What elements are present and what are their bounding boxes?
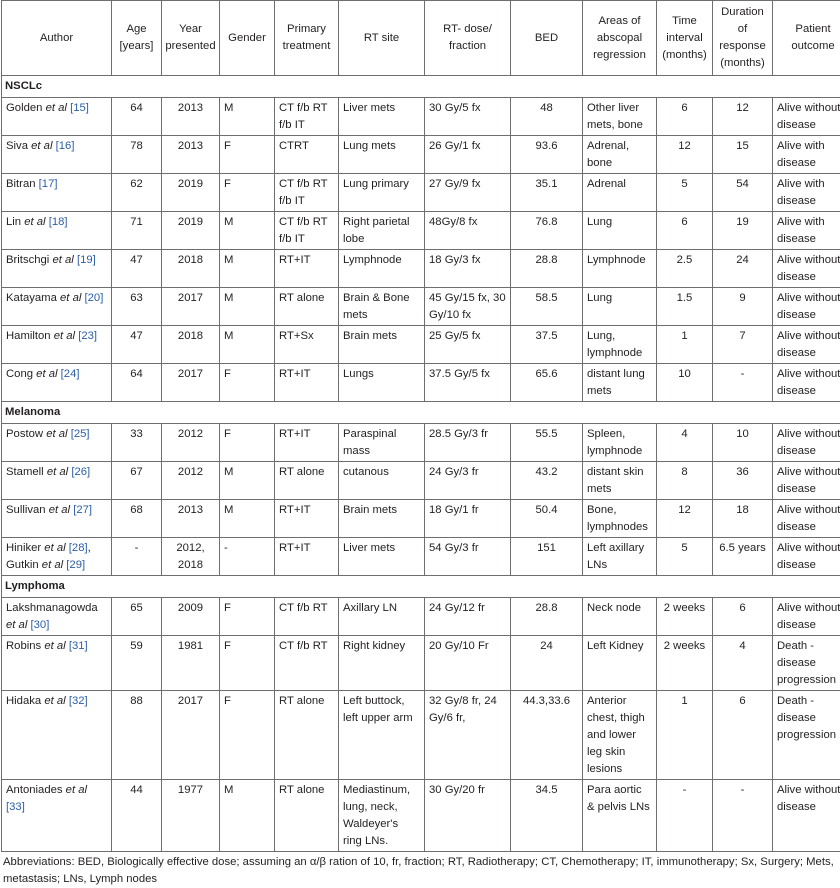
rt-dose-cell: 24 Gy/3 fr (425, 462, 511, 500)
areas-cell: Neck node (583, 598, 657, 636)
reference-link[interactable]: [26] (71, 466, 90, 478)
table-row (2, 780, 840, 852)
table-body (2, 76, 840, 852)
outcome-cell: Alive without disease (773, 462, 840, 500)
age-cell: 67 (112, 462, 162, 500)
year-cell: 2013 (162, 136, 220, 174)
author-cell (2, 598, 112, 636)
outcome-cell: Alive without disease (773, 98, 840, 136)
age-cell: 44 (112, 780, 162, 852)
table-row (2, 288, 840, 326)
gender-cell: M (220, 462, 275, 500)
table-row (2, 538, 840, 576)
primary-treatment-cell: RT alone (275, 288, 339, 326)
primary-treatment-cell: CT f/b RT (275, 636, 339, 691)
gender-cell: F (220, 174, 275, 212)
year-cell: 2017 (162, 691, 220, 780)
outcome-cell: Alive without disease (773, 364, 840, 402)
bed-cell: 55.5 (511, 424, 583, 462)
age-cell: 64 (112, 98, 162, 136)
time-interval-cell: 6 (657, 212, 713, 250)
gender-cell: F (220, 636, 275, 691)
author-cell (2, 780, 112, 852)
outcome-cell: Alive with disease (773, 212, 840, 250)
rt-dose-cell: 20 Gy/10 Fr (425, 636, 511, 691)
duration-cell: 7 (713, 326, 773, 364)
rt-site-cell: Liver mets (339, 98, 425, 136)
primary-treatment-cell: CT f/b RT (275, 598, 339, 636)
time-interval-cell: 12 (657, 136, 713, 174)
reference-link[interactable]: [28] (69, 542, 88, 554)
duration-cell: - (713, 364, 773, 402)
author-name: Lin (6, 216, 21, 228)
age-cell: 78 (112, 136, 162, 174)
outcome-cell: Alive without disease (773, 326, 840, 364)
reference-link[interactable]: [25] (71, 428, 90, 440)
rt-dose-cell: 24 Gy/12 fr (425, 598, 511, 636)
bed-cell: 24 (511, 636, 583, 691)
rt-site-cell: cutanous (339, 462, 425, 500)
reference-link[interactable]: [27] (73, 504, 92, 516)
age-cell: 62 (112, 174, 162, 212)
gender-cell: - (220, 538, 275, 576)
outcome-cell: Alive without disease (773, 780, 840, 852)
rt-dose-cell: 32 Gy/8 fr, 24 Gy/6 fr, (425, 691, 511, 780)
et-al: et al (52, 254, 73, 266)
bed-cell: 28.8 (511, 598, 583, 636)
reference-link[interactable]: [19] (77, 254, 96, 266)
bed-cell: 28.8 (511, 250, 583, 288)
year-cell: 2013 (162, 500, 220, 538)
year-cell: 1977 (162, 780, 220, 852)
et-al: et al (46, 102, 67, 114)
year-cell: 2013 (162, 98, 220, 136)
et-al: et al (60, 292, 81, 304)
duration-cell: - (713, 780, 773, 852)
age-cell: 33 (112, 424, 162, 462)
rt-site-cell: Brain mets (339, 500, 425, 538)
header-row (2, 1, 840, 76)
rt-site-cell: Right parietal lobe (339, 212, 425, 250)
table-row (2, 598, 840, 636)
author-name: Katayama (6, 292, 57, 304)
rt-site-cell: Brain mets (339, 326, 425, 364)
section-title: NSCLc (2, 76, 840, 98)
areas-cell: distant lung mets (583, 364, 657, 402)
age-cell: 71 (112, 212, 162, 250)
areas-cell: Lung (583, 212, 657, 250)
duration-cell: 24 (713, 250, 773, 288)
year-cell: 2017 (162, 288, 220, 326)
gender-cell: M (220, 326, 275, 364)
age-cell: 47 (112, 326, 162, 364)
rt-site-cell: Left buttock, left upper arm (339, 691, 425, 780)
primary-treatment-cell: RT+IT (275, 500, 339, 538)
primary-treatment-cell: RT alone (275, 462, 339, 500)
reference-link[interactable]: [33] (6, 801, 25, 813)
author-name: Golden (6, 102, 42, 114)
author-name: Siva (6, 140, 28, 152)
author-cell (2, 136, 112, 174)
author-name: Hamilton (6, 330, 51, 342)
table-row (2, 636, 840, 691)
rt-site-cell: Paraspinal mass (339, 424, 425, 462)
duration-cell: 54 (713, 174, 773, 212)
age-cell: 47 (112, 250, 162, 288)
time-interval-cell: 2 weeks (657, 636, 713, 691)
table-row (2, 364, 840, 402)
duration-cell: 36 (713, 462, 773, 500)
year-cell: 2017 (162, 364, 220, 402)
duration-cell: 6 (713, 598, 773, 636)
et-al: et al (49, 504, 70, 516)
year-cell: 2012 (162, 462, 220, 500)
areas-cell: Para aortic & pelvis LNs (583, 780, 657, 852)
reference-link[interactable]: [32] (69, 695, 88, 707)
bed-cell: 44.3,33.6 (511, 691, 583, 780)
primary-treatment-cell: CT f/b RT f/b IT (275, 174, 339, 212)
primary-treatment-cell: RT alone (275, 780, 339, 852)
outcome-cell: Alive without disease (773, 288, 840, 326)
time-interval-cell: 6 (657, 98, 713, 136)
areas-cell: Left Kidney (583, 636, 657, 691)
gender-cell: M (220, 212, 275, 250)
et-al: et al (6, 619, 27, 631)
et-al: et al (54, 330, 75, 342)
bed-cell: 50.4 (511, 500, 583, 538)
areas-cell: Lymphnode (583, 250, 657, 288)
reference-link[interactable]: [18] (49, 216, 68, 228)
areas-cell: Spleen, lymphnode (583, 424, 657, 462)
bed-cell: 93.6 (511, 136, 583, 174)
time-interval-cell: 1 (657, 691, 713, 780)
rt-dose-cell: 28.5 Gy/3 fr (425, 424, 511, 462)
gender-cell: M (220, 780, 275, 852)
author-name: Sullivan (6, 504, 46, 516)
et-al: et al (47, 466, 68, 478)
author-name: Lakshmanagowda (6, 602, 98, 614)
rt-dose-cell: 26 Gy/1 fx (425, 136, 511, 174)
year-cell: 1981 (162, 636, 220, 691)
table-row (2, 326, 840, 364)
header-rt-dose: RT- dose/ fraction (425, 1, 511, 76)
areas-cell: Adrenal, bone (583, 136, 657, 174)
header-time-interval: Time interval (months) (657, 1, 713, 76)
outcome-cell: Death -disease progression (773, 636, 840, 691)
time-interval-cell: 2.5 (657, 250, 713, 288)
areas-cell: Anterior chest, thigh and lower leg skin lesions (583, 691, 657, 780)
duration-cell: 4 (713, 636, 773, 691)
rt-site-cell: Lymphnode (339, 250, 425, 288)
outcome-cell: Alive without disease (773, 250, 840, 288)
rt-dose-cell: 18 Gy/1 fr (425, 500, 511, 538)
outcome-cell: Death -disease progression (773, 691, 840, 780)
header-duration: Duration of response (months) (713, 1, 773, 76)
age-cell: 68 (112, 500, 162, 538)
author-name: Cong (6, 368, 33, 380)
table-row (2, 250, 840, 288)
time-interval-cell: 1 (657, 326, 713, 364)
author-name: Robins (6, 640, 41, 652)
bed-cell: 65.6 (511, 364, 583, 402)
table-row (2, 98, 840, 136)
author-name: Hiniker (6, 542, 41, 554)
rt-site-cell: Lung mets (339, 136, 425, 174)
duration-cell: 6 (713, 691, 773, 780)
gender-cell: F (220, 424, 275, 462)
areas-cell: Lung, lymphnode (583, 326, 657, 364)
reference-link[interactable]: [29] (66, 559, 85, 571)
et-al: et al (46, 428, 67, 440)
year-cell: 2018 (162, 326, 220, 364)
section-title: Lymphoma (2, 576, 840, 598)
header-areas: Areas of abscopal regression (583, 1, 657, 76)
et-al: et al (44, 640, 65, 652)
time-interval-cell: 4 (657, 424, 713, 462)
rt-site-cell: Lung primary (339, 174, 425, 212)
table-row (2, 136, 840, 174)
outcome-cell: Alive with disease (773, 136, 840, 174)
reference-link[interactable]: [30] (31, 619, 50, 631)
rt-site-cell: Axillary LN (339, 598, 425, 636)
author-cell (2, 326, 112, 364)
author-name: Antoniades (6, 784, 63, 796)
rt-site-cell: Mediastinum, lung, neck, Waldeyer's ring LNs. (339, 780, 425, 852)
author-cell (2, 462, 112, 500)
gender-cell: F (220, 136, 275, 174)
reference-link[interactable]: [23] (78, 330, 97, 342)
author-cell (2, 691, 112, 780)
rt-dose-cell: 54 Gy/3 fr (425, 538, 511, 576)
et-al: et al (44, 695, 65, 707)
year-cell: 2012 (162, 424, 220, 462)
header-author: Author (2, 1, 112, 76)
areas-cell: Adrenal (583, 174, 657, 212)
rt-dose-cell: 25 Gy/5 fx (425, 326, 511, 364)
header-bed: BED (511, 1, 583, 76)
table-row (2, 462, 840, 500)
duration-cell: 18 (713, 500, 773, 538)
duration-cell: 15 (713, 136, 773, 174)
primary-treatment-cell: RT+IT (275, 364, 339, 402)
bed-cell: 37.5 (511, 326, 583, 364)
age-cell: 59 (112, 636, 162, 691)
header-gender: Gender (220, 1, 275, 76)
gender-cell: M (220, 98, 275, 136)
author-cell (2, 98, 112, 136)
gender-cell: M (220, 288, 275, 326)
abbreviations-footnote: Abbreviations: BED, Biologically effective dose; assuming an α/β ration of 10, fr, fraction; RT, Radiotherapy; CT, Chemotherapy; IT, immunotherapy; Sx, Surgery; Mets, metastasis; LNs, Lymph nodes (0, 852, 840, 888)
areas-cell: Lung (583, 288, 657, 326)
author-cell (2, 250, 112, 288)
reference-link[interactable]: [17] (39, 178, 58, 190)
primary-treatment-cell: RT+IT (275, 538, 339, 576)
section-row (2, 76, 840, 98)
gender-cell: M (220, 250, 275, 288)
abscopal-effect-table (1, 0, 840, 852)
rt-site-cell: Brain & Bone mets (339, 288, 425, 326)
author-name: Postow (6, 428, 43, 440)
primary-treatment-cell: RT+IT (275, 250, 339, 288)
header-year: Year presented (162, 1, 220, 76)
reference-link[interactable]: [24] (61, 368, 80, 380)
time-interval-cell: - (657, 780, 713, 852)
year-cell: 2018 (162, 250, 220, 288)
table-row (2, 212, 840, 250)
author-name: Stamell (6, 466, 44, 478)
age-cell: 64 (112, 364, 162, 402)
rt-dose-cell: 37.5 Gy/5 fx (425, 364, 511, 402)
author-cell (2, 212, 112, 250)
author-name: Hidaka (6, 695, 41, 707)
header-rt-site: RT site (339, 1, 425, 76)
gender-cell: M (220, 500, 275, 538)
duration-cell: 19 (713, 212, 773, 250)
rt-dose-cell: 30 Gy/20 fr (425, 780, 511, 852)
table-row (2, 691, 840, 780)
areas-cell: Left axillary LNs (583, 538, 657, 576)
time-interval-cell: 12 (657, 500, 713, 538)
year-cell: 2019 (162, 174, 220, 212)
primary-treatment-cell: CT f/b RT f/b IT (275, 98, 339, 136)
age-cell: 88 (112, 691, 162, 780)
rt-site-cell: Lungs (339, 364, 425, 402)
time-interval-cell: 2 weeks (657, 598, 713, 636)
reference-link[interactable]: [15] (70, 102, 89, 114)
et-al: et al (24, 216, 45, 228)
rt-dose-cell: 27 Gy/9 fx (425, 174, 511, 212)
time-interval-cell: 5 (657, 538, 713, 576)
outcome-cell: Alive without disease (773, 538, 840, 576)
areas-cell: Other liver mets, bone (583, 98, 657, 136)
bed-cell: 35.1 (511, 174, 583, 212)
outcome-cell: Alive without disease (773, 424, 840, 462)
time-interval-cell: 1.5 (657, 288, 713, 326)
duration-cell: 12 (713, 98, 773, 136)
reference-link[interactable]: [20] (85, 292, 104, 304)
author-name: Britschgi (6, 254, 49, 266)
rt-site-cell: Liver mets (339, 538, 425, 576)
rt-site-cell: Right kidney (339, 636, 425, 691)
primary-treatment-cell: RT+Sx (275, 326, 339, 364)
author-name: Bitran (6, 178, 36, 190)
et-al: et al (36, 368, 57, 380)
author-cell (2, 364, 112, 402)
duration-cell: 9 (713, 288, 773, 326)
rt-dose-cell: 45 Gy/15 fx, 30 Gy/10 fx (425, 288, 511, 326)
author-cell: Hiniker et al [28], Gutkin et al [29] (2, 538, 112, 576)
author-cell (2, 424, 112, 462)
gender-cell: F (220, 598, 275, 636)
bed-cell: 34.5 (511, 780, 583, 852)
primary-treatment-cell: CTRT (275, 136, 339, 174)
rt-dose-cell: 48Gy/8 fx (425, 212, 511, 250)
section-row (2, 402, 840, 424)
rt-dose-cell: 30 Gy/5 fx (425, 98, 511, 136)
table-row (2, 174, 840, 212)
year-cell: 2009 (162, 598, 220, 636)
table-row (2, 424, 840, 462)
bed-cell: 43.2 (511, 462, 583, 500)
gender-cell: F (220, 691, 275, 780)
age-cell: 63 (112, 288, 162, 326)
age-cell: 65 (112, 598, 162, 636)
areas-cell: distant skin mets (583, 462, 657, 500)
section-title: Melanoma (2, 402, 840, 424)
primary-treatment-cell: RT+IT (275, 424, 339, 462)
author-cell (2, 500, 112, 538)
et-al: et al (44, 542, 65, 554)
header-outcome: Patient outcome (773, 1, 840, 76)
age-cell: - (112, 538, 162, 576)
outcome-cell: Alive without disease (773, 598, 840, 636)
et-al: et al (66, 784, 87, 796)
section-row (2, 576, 840, 598)
rt-dose-cell: 18 Gy/3 fx (425, 250, 511, 288)
gender-cell: F (220, 364, 275, 402)
bed-cell: 58.5 (511, 288, 583, 326)
et-al: et al (31, 140, 52, 152)
bed-cell: 76.8 (511, 212, 583, 250)
time-interval-cell: 10 (657, 364, 713, 402)
reference-link[interactable]: [16] (56, 140, 75, 152)
duration-cell: 6.5 years (713, 538, 773, 576)
header-primary-treatment: Primary treatment (275, 1, 339, 76)
et-al: et al (42, 559, 63, 571)
bed-cell: 48 (511, 98, 583, 136)
year-cell: 2012, 2018 (162, 538, 220, 576)
author-name: Gutkin (6, 559, 39, 571)
time-interval-cell: 5 (657, 174, 713, 212)
primary-treatment-cell: CT f/b RT f/b IT (275, 212, 339, 250)
author-cell (2, 174, 112, 212)
primary-treatment-cell: RT alone (275, 691, 339, 780)
year-cell: 2019 (162, 212, 220, 250)
table-row (2, 500, 840, 538)
outcome-cell: Alive with disease (773, 174, 840, 212)
time-interval-cell: 8 (657, 462, 713, 500)
reference-link[interactable]: [31] (69, 640, 88, 652)
areas-cell: Bone, lymphnodes (583, 500, 657, 538)
author-cell (2, 288, 112, 326)
outcome-cell: Alive without disease (773, 500, 840, 538)
duration-cell: 10 (713, 424, 773, 462)
header-age: Age [years] (112, 1, 162, 76)
author-cell (2, 636, 112, 691)
bed-cell: 151 (511, 538, 583, 576)
